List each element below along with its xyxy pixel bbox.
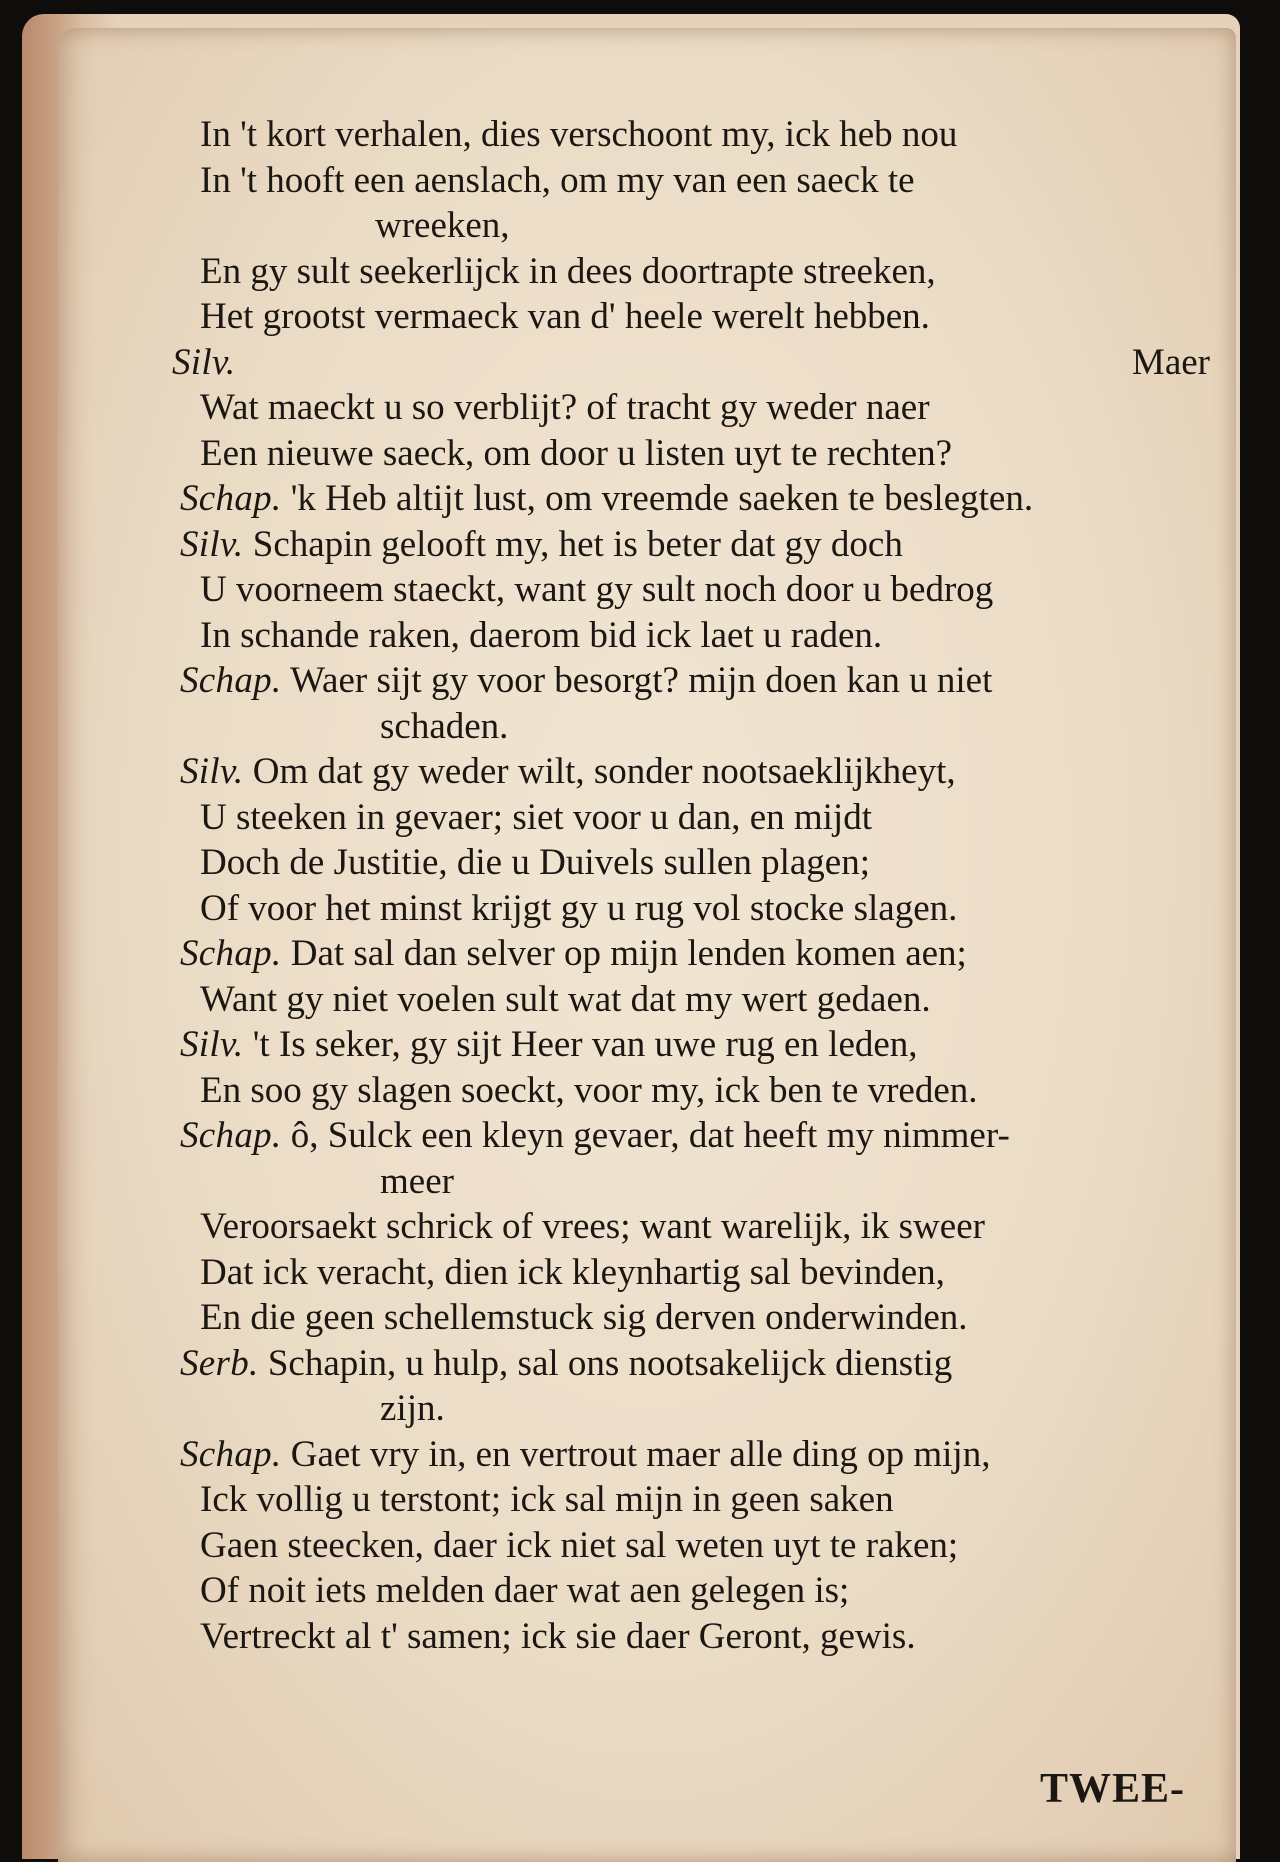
verse-line: Schap. Dat sal dan selver op mijn lenden komen aen;	[180, 933, 967, 974]
verse-line: Silv. Om dat gy weder wilt, sonder nootsaeklijkheyt,	[180, 751, 956, 792]
verse-line: Schap. 'k Heb altijt lust, om vreemde saeken te beslegten.	[180, 478, 1034, 519]
verse-line: Schap. Waer sijt gy voor besorgt? mijn doen kan u niet	[180, 660, 993, 701]
speaker-label: Silv.	[180, 523, 244, 565]
verse-line: Ick vollig u terstont; ick sal mijn in geen saken	[200, 1479, 894, 1520]
speaker-label: Schap.	[180, 1433, 282, 1475]
verse-line: meer	[380, 1160, 454, 1202]
verse-line: In 't hooft een aenslach, om my van een saeck te	[200, 159, 915, 201]
verse-line: Want gy niet voelen sult wat dat my wert gedaen.	[200, 978, 931, 1020]
verse-line: wreeken,	[375, 205, 510, 246]
catchword: TWEE-	[1040, 1766, 1186, 1812]
verse-line: Gaen steecken, daer ick niet sal weten uyt te raken;	[200, 1524, 959, 1566]
verse-line: Of voor het minst krijgt gy u rug vol stocke slagen.	[200, 887, 958, 929]
verse-line: En gy sult seekerlijck in dees doortrapte streeken,	[200, 250, 936, 292]
speaker-label: Silv.	[180, 751, 244, 792]
verse-line	[172, 340, 1210, 386]
verse-text	[172, 112, 1230, 1659]
verse-line: schaden.	[380, 705, 509, 747]
split-line-end: Maer	[1131, 341, 1210, 383]
verse-line: Dat ick veracht, dien ick kleynhartig sal bevinden,	[200, 1251, 945, 1293]
speaker-label: Schap.	[180, 933, 282, 974]
verse-line: U steeken in gevaer; siet voor u dan, en mijdt	[200, 796, 872, 838]
speaker-label: Serb.	[180, 1342, 259, 1384]
verse-line: Of noit iets melden daer wat aen gelegen is;	[200, 1570, 850, 1611]
speaker-label: Silv.	[180, 1024, 244, 1065]
verse-line: Serb. Schapin, u hulp, sal ons nootsakelijck dienstig	[180, 1342, 953, 1384]
verse-line: Doch de Justitie, die u Duivels sullen plagen;	[200, 842, 870, 883]
verse-line: In 't kort verhalen, dies verschoont my, ick heb nou	[200, 114, 958, 155]
verse-line: Een nieuwe saeck, om door u listen uyt te rechten?	[200, 432, 953, 474]
verse-line: Veroorsaekt schrick of vrees; want warelijk, ik sweer	[200, 1206, 985, 1247]
verse-line: In schande raken, daerom bid ick laet u raden.	[200, 614, 883, 656]
verse-line: Schap. ô, Sulck een kleyn gevaer, dat heeft my nimmer-	[180, 1115, 1010, 1156]
speaker-label: Schap.	[180, 1115, 282, 1156]
verse-line: Silv. Schapin gelooft my, het is beter dat gy doch	[180, 523, 903, 565]
speaker-label: Silv.	[172, 341, 236, 383]
speaker-label: Schap.	[180, 660, 282, 701]
verse-line: Vertreckt al t' samen; ick sie daer Geront, gewis.	[200, 1615, 916, 1657]
verse-line: En die geen schellemstuck sig derven onderwinden.	[200, 1297, 968, 1338]
verse-line: Silv. 't Is seker, gy sijt Heer van uwe rug en leden,	[180, 1024, 918, 1065]
verse-line: Wat maeckt u so verblijt? of tracht gy weder naer	[200, 387, 930, 428]
verse-line: U voorneem staeckt, want gy sult noch door u bedrog	[200, 569, 994, 610]
speaker-label: Schap.	[180, 478, 282, 519]
verse-line: Het grootst vermaeck van d' heele werelt hebben.	[200, 296, 930, 337]
verse-line: Schap. Gaet vry in, en vertrout maer alle ding op mijn,	[180, 1433, 991, 1475]
verse-line: En soo gy slagen soeckt, voor my, ick ben te vreden.	[200, 1069, 978, 1111]
verse-line: zijn.	[380, 1388, 445, 1429]
